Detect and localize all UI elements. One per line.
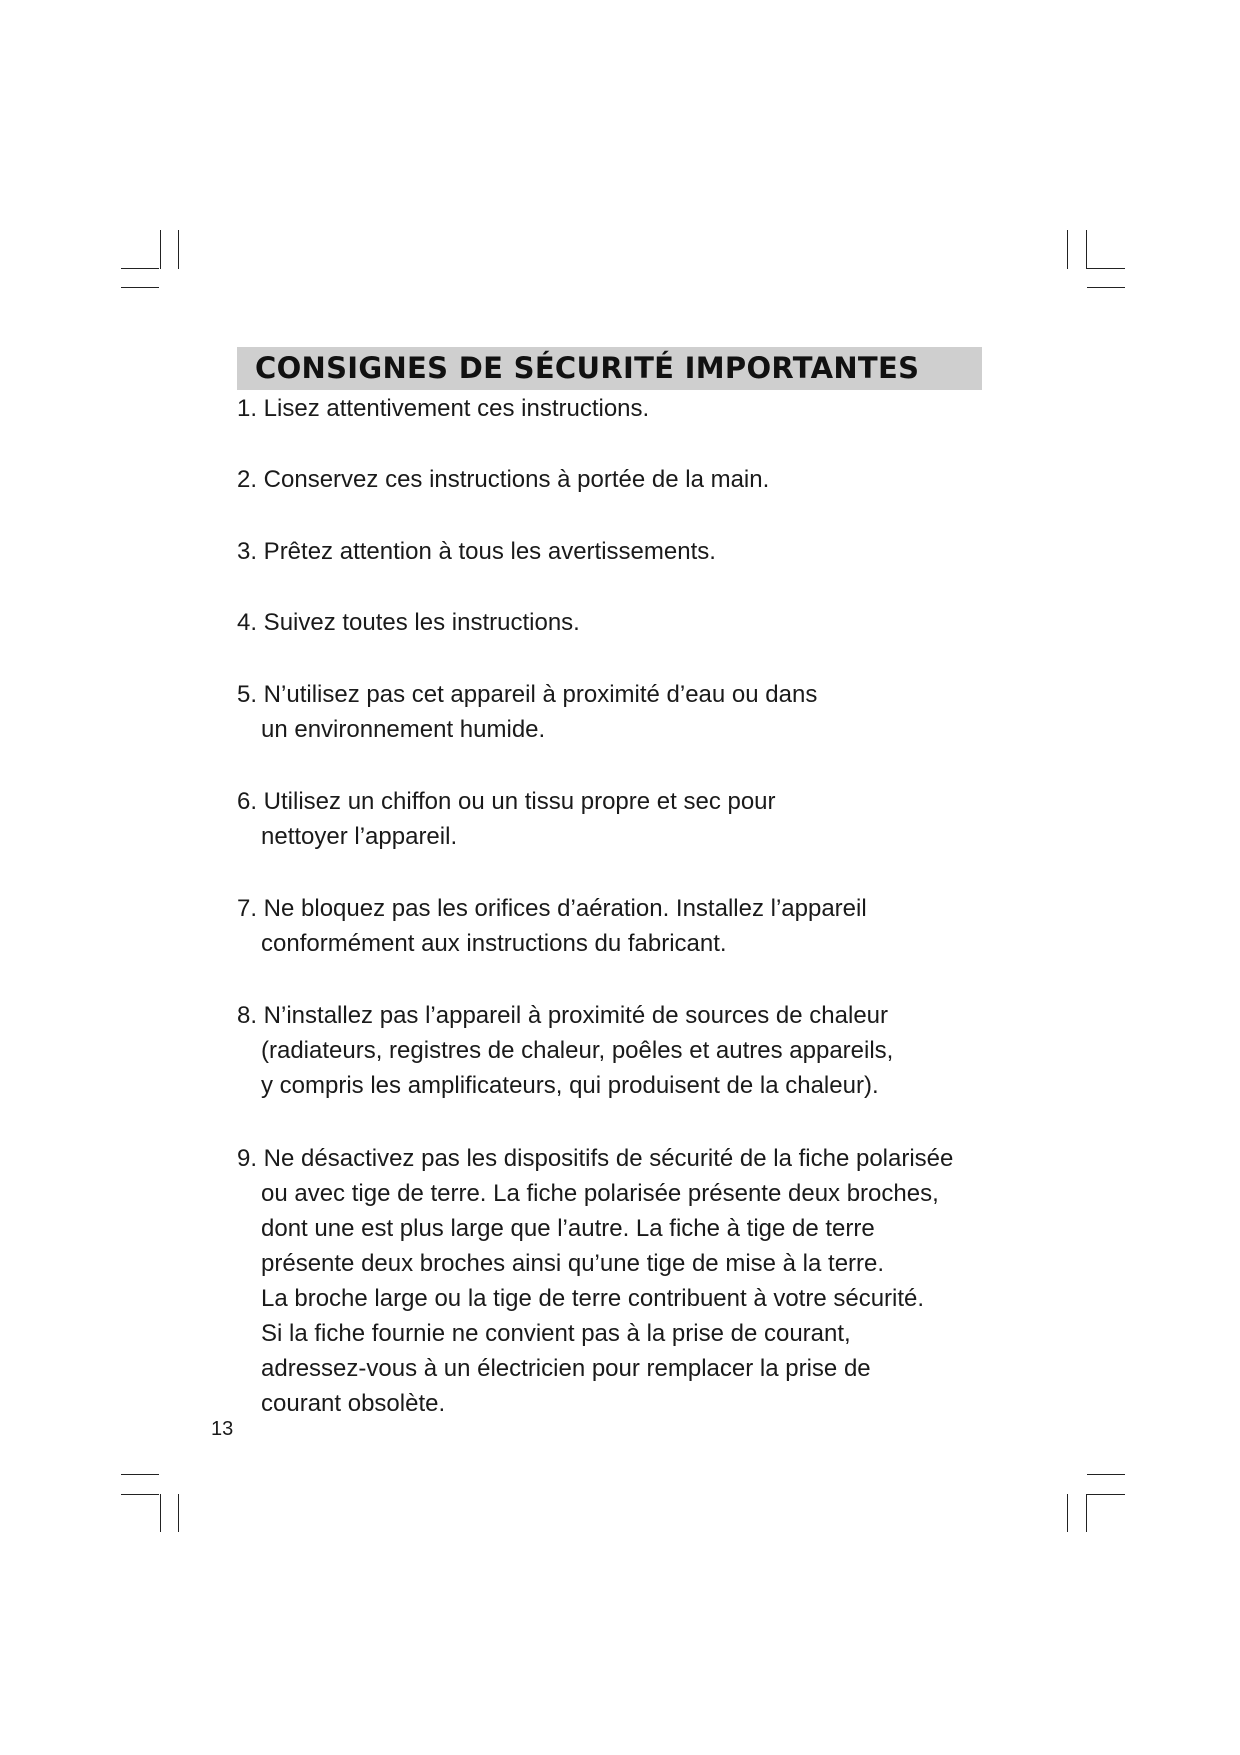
crop-mark-bottom-left-h1 [121, 1474, 159, 1475]
list-item-line: courant obsolète. [261, 1390, 446, 1417]
list-item-line: ou avec tige de terre. La fiche polarisée présente deux broches, [261, 1180, 939, 1207]
list-item [237, 891, 997, 961]
crop-mark-top-right-h2 [1087, 287, 1125, 288]
crop-mark-bottom-right-h1 [1087, 1474, 1125, 1475]
list-item-line: 2. Conservez ces instructions à portée de la main. [237, 466, 770, 493]
list-item [237, 998, 997, 1103]
list-item-line: 8. N’installez pas l’appareil à proximité de sources de chaleur [237, 1002, 888, 1029]
list-item-line: 4. Suivez toutes les instructions. [237, 609, 580, 636]
crop-mark-bottom-right-v2 [1086, 1494, 1087, 1532]
list-item-line: présente deux broches ainsi qu’une tige de mise à la terre. [261, 1250, 885, 1277]
list-item [237, 784, 997, 854]
crop-mark-bottom-left-h2 [121, 1494, 159, 1495]
list-item-line: (radiateurs, registres de chaleur, poêles et autres appareils, [261, 1037, 894, 1064]
crop-mark-bottom-left-v1 [160, 1494, 161, 1532]
crop-mark-bottom-right-h2 [1087, 1494, 1125, 1495]
crop-mark-top-left-h2 [121, 287, 159, 288]
list-item-line: 9. Ne désactivez pas les dispositifs de sécurité de la fiche polarisée [237, 1145, 954, 1172]
list-item [237, 605, 997, 640]
list-item-line: nettoyer l’appareil. [261, 823, 458, 850]
crop-mark-top-right-h1 [1087, 268, 1125, 269]
list-item [237, 534, 997, 569]
list-item-line: y compris les amplificateurs, qui produisent de la chaleur). [261, 1072, 879, 1099]
list-item-line: 1. Lisez attentivement ces instructions. [237, 395, 650, 422]
crop-mark-top-left-h1 [121, 268, 159, 269]
list-item-line: conformément aux instructions du fabricant. [261, 930, 727, 957]
list-item-line: adressez-vous à un électricien pour remplacer la prise de [261, 1355, 871, 1382]
list-item-line: dont une est plus large que l’autre. La fiche à tige de terre [261, 1215, 875, 1242]
list-item-line: Si la fiche fournie ne convient pas à la prise de courant, [261, 1320, 851, 1347]
list-item [237, 677, 997, 747]
list-item-line: un environnement humide. [261, 716, 546, 743]
crop-mark-top-right-v1 [1067, 230, 1068, 269]
crop-mark-bottom-left-v2 [178, 1494, 179, 1532]
list-item-line: La broche large ou la tige de terre contribuent à votre sécurité. [261, 1285, 925, 1312]
list-item-line: 7. Ne bloquez pas les orifices d’aération. Installez l’appareil [237, 895, 867, 922]
list-item [237, 462, 997, 497]
page-number: 13 [211, 1418, 234, 1440]
list-item-line: 6. Utilisez un chiffon ou un tissu propre et sec pour [237, 788, 776, 815]
page-title: CONSIGNES DE SÉCURITÉ IMPORTANTES [255, 351, 920, 385]
crop-mark-top-left-v2 [178, 230, 179, 269]
crop-mark-bottom-right-v1 [1067, 1494, 1068, 1532]
list-item [237, 1141, 997, 1421]
list-item [237, 391, 997, 426]
crop-mark-top-right-v2 [1086, 230, 1087, 269]
list-item-line: 3. Prêtez attention à tous les avertissements. [237, 538, 716, 565]
list-item-line: 5. N’utilisez pas cet appareil à proximité d’eau ou dans [237, 681, 818, 708]
crop-mark-top-left-v1 [160, 230, 161, 269]
